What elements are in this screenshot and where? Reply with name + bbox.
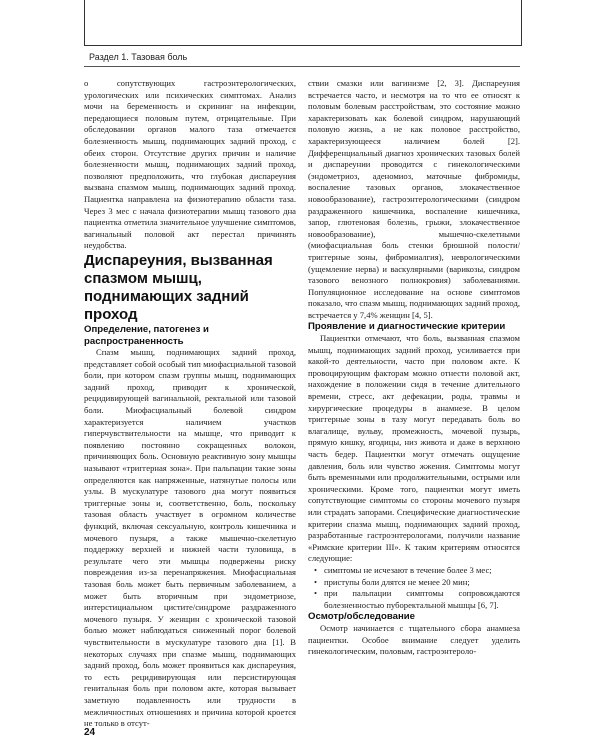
exam-paragraph: Осмотр начинается с тщательного сбора анамнеза пациентки. Особое внимание следует уделить гинекологическим, половым, гастроэнтероло- — [308, 622, 520, 657]
list-item: • приступы боли длятся не менее 20 мин; — [308, 577, 520, 589]
subheading-exam: Осмотр/обследование — [308, 611, 415, 623]
header-frame — [84, 0, 522, 46]
left-column — [84, 78, 296, 730]
body-paragraph: Спазм мышц, поднимающих задний проход, представляет собой особый тип миофасциальной тазовой боли, при котором спазм группы мышц, поднимающих задний проход, приводит к хронической, рецидивирующей вагинальной, ректальной или тазовой боли. Миофасциальный болевой синдром характеризуется наличием участков гиперчувствительности на мышце, что приводит к появлению постоянно сокращенных волокон, причиняющих боль. Основную реактивную зону мышцы называют «триггерная зона». При пальпации такие зоны определяются как напряженные, натянутые полосы или узлы. В мускулатуре тазового дна могут появиться триггерные зоны и, соответственно, боль, поскольку тазовая область участвует в огромном количестве функций, включая сексуальную, контроль кишечника и мочевого пузыря, а также мышечно-скелетную поддержку верхней и нижней части туловища, в результате чего эти мышцы подвержены риску повреждения из-за перенапряжения. Миофасциальная тазовая боль может быть первичным заболеванием, а может быть вторичным при эндометриозе, интерстициальном цистите/синдроме раздраженного мочевого пузыря. У женщин с хронической тазовой болью может наблюдаться сниженный порог болевой чувствительности в мускулатуре тазового дна [1]. В некоторых случаях при спазме мышц, поднимающих задний проход, боль может проявиться как диспареуния, то есть рецидивирующая или персистирующая генитальная боль при половом акте, которая вызывает заметную подавленность или трудности в межличностных отношениях и причина которой кроется не только в отсут- — [84, 347, 296, 729]
right-column — [308, 78, 520, 658]
page-number: 24 — [84, 727, 96, 738]
criteria-list — [308, 565, 520, 611]
header-divider — [84, 66, 520, 67]
chapter-heading: Диспареуния, вызванная спазмом мышц, поднимающих задний проход — [84, 251, 273, 323]
diagnostic-paragraph: Пациентки отмечают, что боль, вызванная спазмом мышц, поднимающих задний проход, усиливается при какой-то деятельности, часто при половом акте. К провоцирующим факторам можно отнести половой акт, нахождение в положении сидя в течение длительного времени, стресс, акт дефекации, роды, травмы и хирургические процедуры в анамнезе. В целом триггерные зоны в тазу могут передавать боль во влагалище, вульву, промежность, мочевой пузырь, прямую кишку, ягодицы, низ живота и даже в верхнюю часть бедер. Пациентки могут отмечать ощущение давления, боль или чувство жжения. Симптомы могут быть временными или продолжительными, острыми или хроническими. Кроме того, пациентки могут иметь сопутствующие симптомы со стороны мочевого пузыря или страдать запорами. Специфические диагностические критерии спазма мышц, поднимающих задний проход, разработанные гастроэнтерологами, получили название «Римские критерии III». К таким критериям относятся следующие: — [308, 333, 520, 564]
section-label: Раздел 1. Тазовая боль — [89, 52, 188, 62]
intro-paragraph: о сопутствующих гастроэнтерологических, урологических или психических симптомах. Анализ мочи на беременность и скрининг на инфекции, передающиеся половым путем, отрицательные. При обследовании органов малого таза отмечается болезненность мышц, поднимающих задний проход, с обеих сторон. Отсутствие других причин и наличие болезненности мышц, поднимающих задний проход, позволяют предположить, что глубокая диспареуния вызвана спазмом мышц, поднимающих задний проход. Пациентка направлена на физиотерапию области таза. Через 3 мес с начала физиотерапии мышц тазового дна пациентка отметила значительное улучшение симптомов, вагинальный половой акт перестал причинять неудобства. — [84, 78, 296, 251]
list-item: • при пальпации симптомы сопровождаются болезненностью пуборектальной мышцы [6, 7]. — [308, 588, 520, 611]
subheading-definition: Определение, патогенез и распространенность — [84, 323, 209, 347]
subheading-diagnostics: Проявление и диагностические критерии — [308, 321, 506, 333]
list-item: • симптомы не исчезают в течение более 3 мес; — [308, 565, 520, 577]
continuation-paragraph: ствии смазки или вагинизме [2, 3]. Диспареуния встречается часто, и несмотря на то что ее относят к половым болевым расстройствам, это состояние можно характеризовать как болевой синдром, нарушающий половую жизнь, а не как половое расстройство, характеризующееся наличием болей [2]. Дифференциальный диагноз хронических тазовых болей и диспареунии проводится с гинекологическими (эндометриоз, аденомиоз, маточные фибромиды, воспаление тазовых органов, злокачественное новообразование), гастроэнтерологическими (синдром раздраженного кишечника, воспаление кишечника, запор, глютеновая болезнь, грыжи, злокачественное новообразование), мышечно-скелетными (миофасциальная боль стенки брюшной полости/триггерные зоны, фибромиалгия), неврологическими (ущемление нерва) и васкулярными (варикозы, синдром тазового венозного полнокровия) заболеваниями. Популяционное исследование на основе симптомов показало, что спазм мышц, поднимающих задний проход, встречается у 7,4% женщин [4, 5]. — [308, 78, 520, 320]
